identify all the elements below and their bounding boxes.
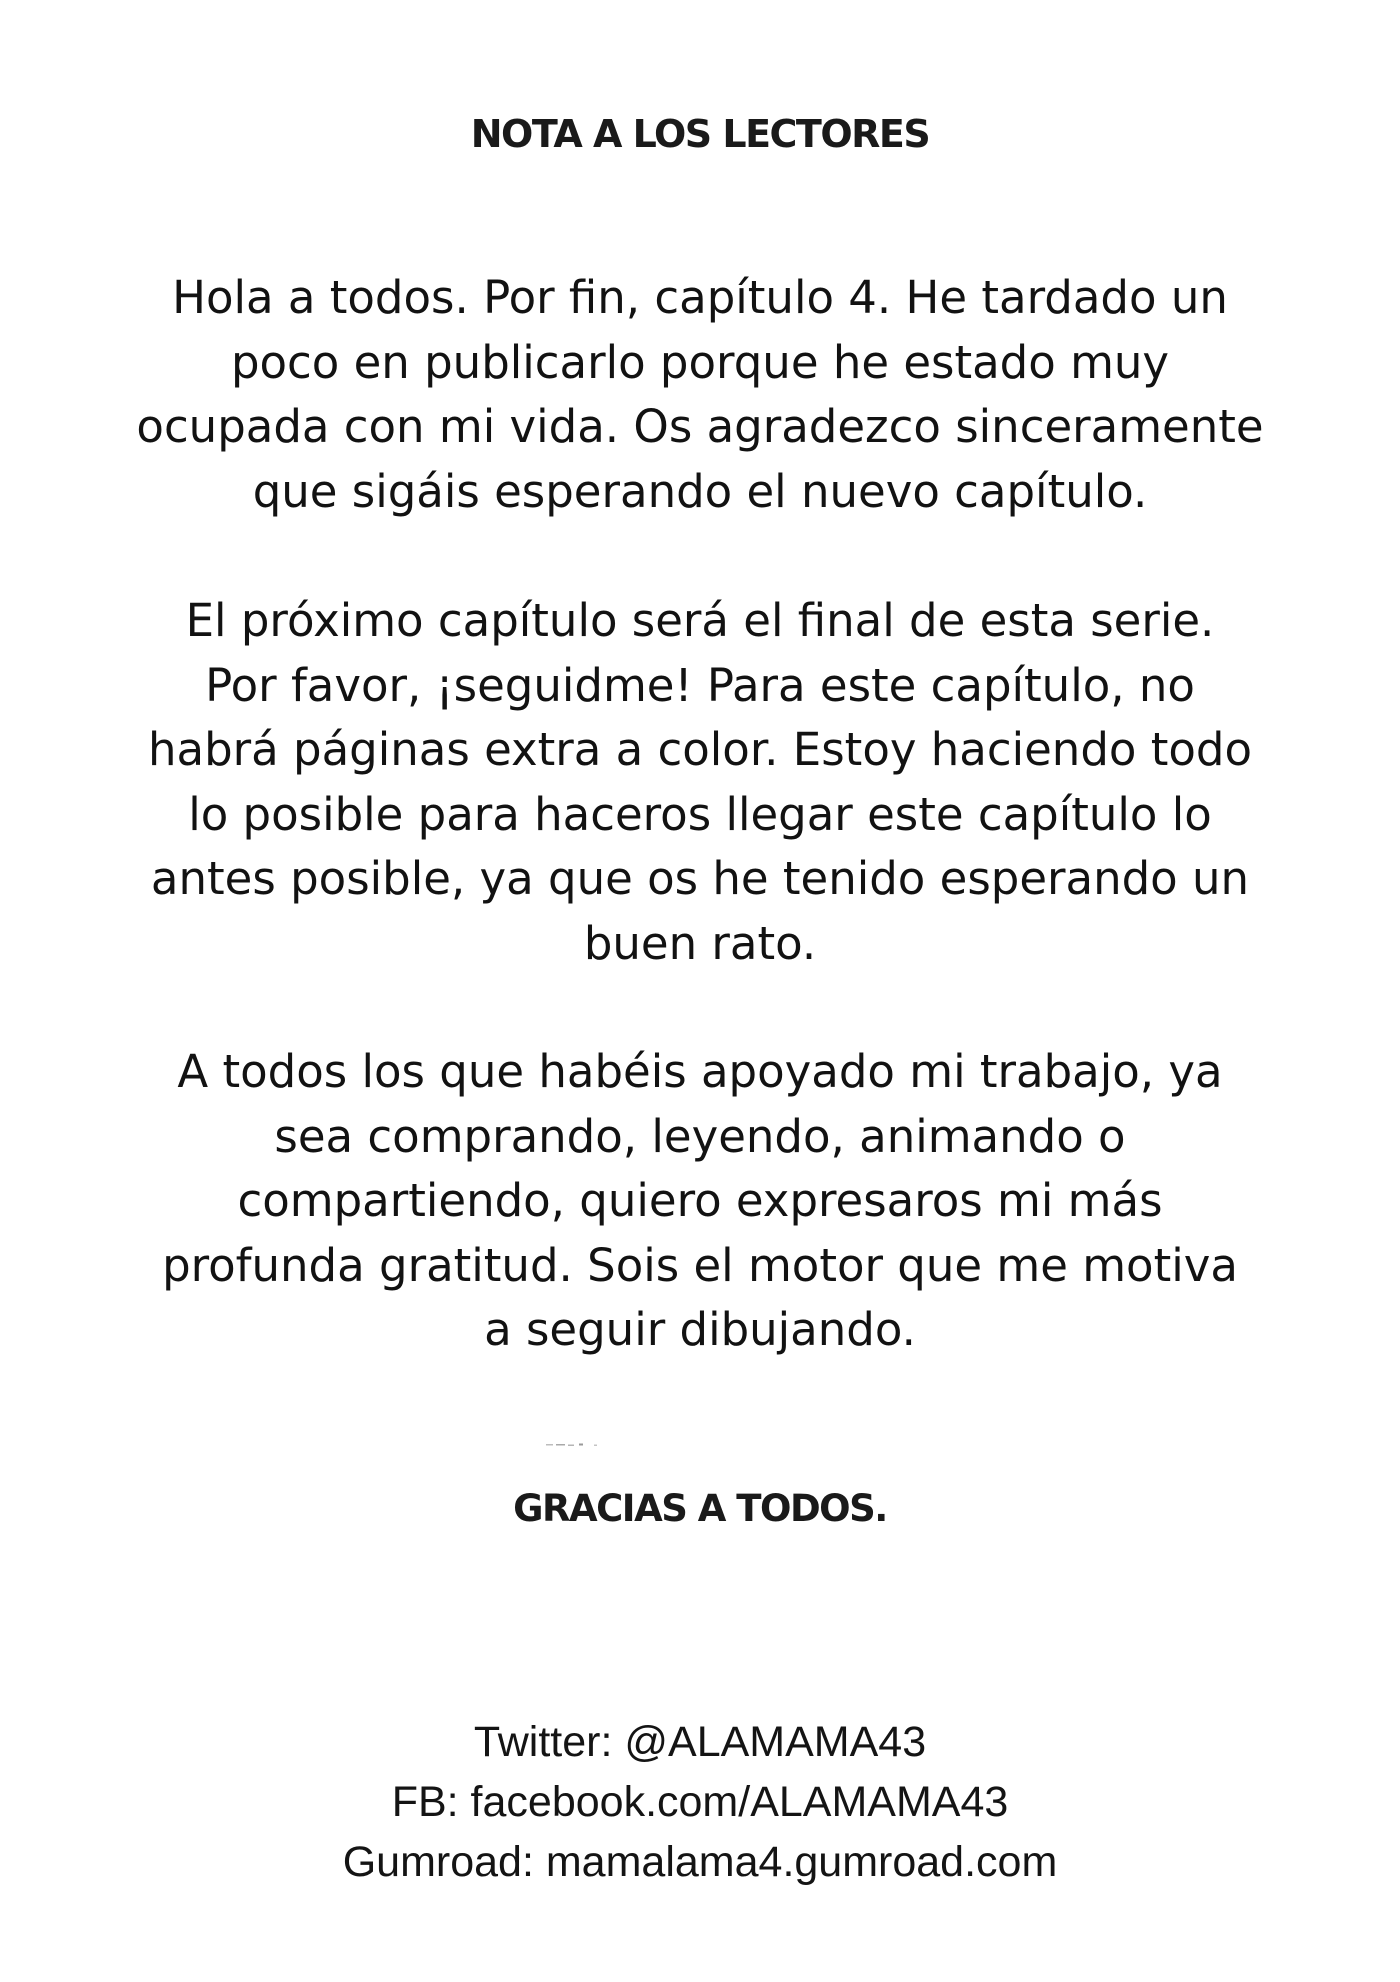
paragraph-line: profunda gratitud. Sois el motor que me motiva — [162, 1238, 1238, 1292]
paragraph-line: compartiendo, quiero expresaros mi más — [237, 1174, 1163, 1227]
paragraph-line: que sigáis esperando el nuevo capítulo. — [252, 464, 1148, 518]
paragraph-line: lo posible para haceros llegar este capítulo lo — [188, 787, 1212, 841]
paragraph-line: Hola a todos. Por fin, capítulo 4. He tardado un — [172, 271, 1228, 324]
facebook-contact: FB: facebook.com/ALAMAMA43 — [391, 1778, 1009, 1826]
paragraph-line: antes posible, ya que os he tenido esperando un — [150, 852, 1250, 905]
paragraph-line: a seguir dibujando. — [484, 1303, 916, 1356]
closing-thanks: GRACIAS A TODOS. — [513, 1487, 887, 1530]
twitter-contact: Twitter: @ALAMAMA43 — [473, 1718, 927, 1766]
paragraph-gratitude — [100, 1040, 1300, 1363]
paragraph-line: A todos los que habéis apoyado mi trabajo, ya — [177, 1045, 1223, 1098]
paragraph-line: El próximo capítulo será el final de esta serie. — [185, 594, 1215, 647]
paragraph-final-chapter — [100, 589, 1300, 976]
paragraph-line: ocupada con mi vida. Os agradezco sinceramente — [136, 400, 1264, 453]
gumroad-contact: Gumroad: mamalama4.gumroad.com — [342, 1838, 1058, 1886]
contact-block — [0, 1712, 1400, 1892]
paragraph-line: poco en publicarlo porque he estado muy — [230, 335, 1170, 389]
paragraph-line: Por favor, ¡seguidme! Para este capítulo, no — [205, 658, 1195, 712]
paragraph-line: buen rato. — [583, 916, 817, 970]
page-title: NOTA A LOS LECTORES — [470, 112, 930, 156]
paragraph-line: habrá páginas extra a color. Estoy haciendo todo — [147, 723, 1253, 776]
paragraph-intro — [100, 266, 1300, 524]
paragraph-line: sea comprando, leyendo, animando o — [274, 1109, 1126, 1163]
scan-speck-decoration — [546, 1442, 610, 1448]
